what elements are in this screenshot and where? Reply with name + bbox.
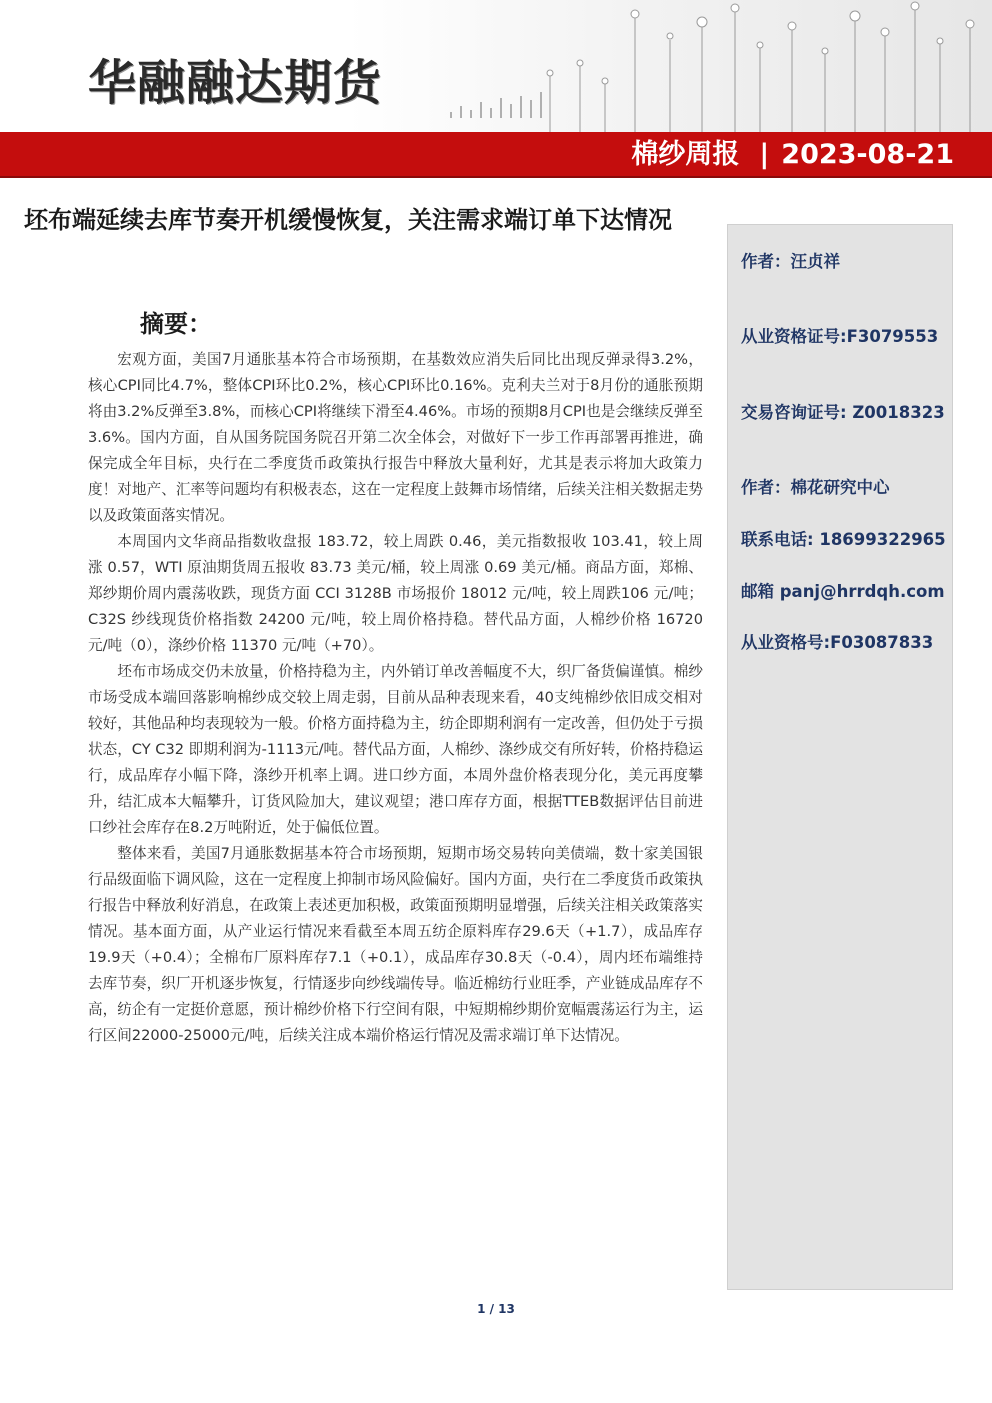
author-sidebar <box>727 224 953 1290</box>
page-number: 1 / 13 <box>477 1302 515 1316</box>
company-name: 华融融达期货 <box>88 55 383 111</box>
contact-email: 邮箱 panj@hrrdqh.com <box>741 582 945 601</box>
abstract-heading: 摘要： <box>140 310 212 338</box>
research-center: 作者：棉花研究中心 <box>741 478 890 497</box>
report-header <box>0 0 992 178</box>
author-name: 作者：汪贞祥 <box>741 252 840 271</box>
decorative-lollipop-graphic <box>430 0 992 132</box>
paragraph-macro: 宏观方面，美国7月通胀基本符合市场预期，在基数效应消失后同比出现反弹录得3.2%，核心CPI同比4.7%，整体CPI环比0.2%，核心CPI环比0.16%。克利夫兰对于8月份的通胀预期将由3.2%反弹至3.8%，而核心CPI将继续下滑至4.46%。市场的预期8月CPI也是会继续反弹至3.6%。国内方面，自从国务院国务院召开第二次全体会，对做好下一步工作再部署再推进，确保完成全年目标，央行在二季度货币政策执行报告中释放大量利好，尤其是表示将加大政策力度！对地产、汇率等问题均有积极表态，这在一定程度上鼓舞市场情绪，后续关注相关数据走势以及政策面落实情况。 <box>88 351 703 524</box>
report-title: 坯布端延续去库节奏开机缓慢恢复，关注需求端订单下达情况 <box>24 206 672 234</box>
report-type-date <box>631 137 954 173</box>
paragraph-market: 本周国内文华商品指数收盘报 183.72，较上周跌 0.46，美元指数报收 103.41，较上周涨 0.57，WTI 原油期货周五报收 83.73 美元/桶，较上周涨 0.69 美元/桶。商品方面，郑棉、郑纱期价周内震荡收跌，现货方面 CCI 3128B 市场报价 18012 元/吨，较上周跌106 元/吨；C32S 纱线现货价格指数 24200 元/吨，较上周价格持稳。替代品方面，人棉纱价格 16720 元/吨（0），涤纱价格 11370 元/吨（+70）。 <box>88 533 703 654</box>
paragraph-fabric: 坯布市场成交仍未放量，价格持稳为主，内外销订单改善幅度不大，织厂备货偏谨慎。棉纱市场受成本端回落影响棉纱成交较上周走弱，目前从品种表现来看，40支纯棉纱依旧成交相对较好，其他品种均表现较为一般。价格方面持稳为主，纺企即期利润有一定改善，但仍处于亏损状态，CY C32 即期利润为-1113元/吨。替代品方面，人棉纱、涤纱成交有所好转，价格持稳运行，成品库存小幅下降，涤纱开机率上调。进口纱方面，本周外盘价格表现分化，美元再度攀升，结汇成本大幅攀升，订货风险加大，建议观望；港口库存方面，根据TTEB数据评估目前进口纱社会库存在8.2万吨附近，处于偏低位置。 <box>88 663 703 836</box>
license-number: 从业资格证号:F3079553 <box>741 327 939 346</box>
license-number-2: 从业资格号:F03087833 <box>741 633 934 652</box>
report-date: 2023-08-21 <box>781 139 954 170</box>
header-divider <box>0 176 992 178</box>
report-type: 棉纱周报 <box>631 139 740 170</box>
contact-phone: 联系电话: 18699322965 <box>741 530 946 549</box>
consult-license-number: 交易咨询证号: Z0018323 <box>741 403 945 422</box>
abstract-body <box>88 347 703 1049</box>
title-separator: | <box>759 139 770 170</box>
paragraph-summary: 整体来看，美国7月通胀数据基本符合市场预期，短期市场交易转向美债端，数十家美国银行品级面临下调风险，这在一定程度上抑制市场风险偏好。国内方面，央行在二季度货币政策执行报告中释放利好消息，在政策上表述更加积极，政策面预期明显增强，后续关注相关政策落实情况。基本面方面，从产业运行情况来看截至本周五纺企原料库存29.6天（+1.7），成品库存19.9天（+0.4）；全棉布厂原料库存7.1（+0.1），成品库存30.8天（-0.4），周内坯布端维持去库节奏，织厂开机逐步恢复，行情逐步向纱线端传导。临近棉纺行业旺季，产业链成品库存不高，纺企有一定挺价意愿，预计棉纱价格下行空间有限，中短期棉纱期价宽幅震荡运行为主，运行区间22000-25000元/吨，后续关注成本端价格运行情况及需求端订单下达情况。 <box>88 845 703 1044</box>
